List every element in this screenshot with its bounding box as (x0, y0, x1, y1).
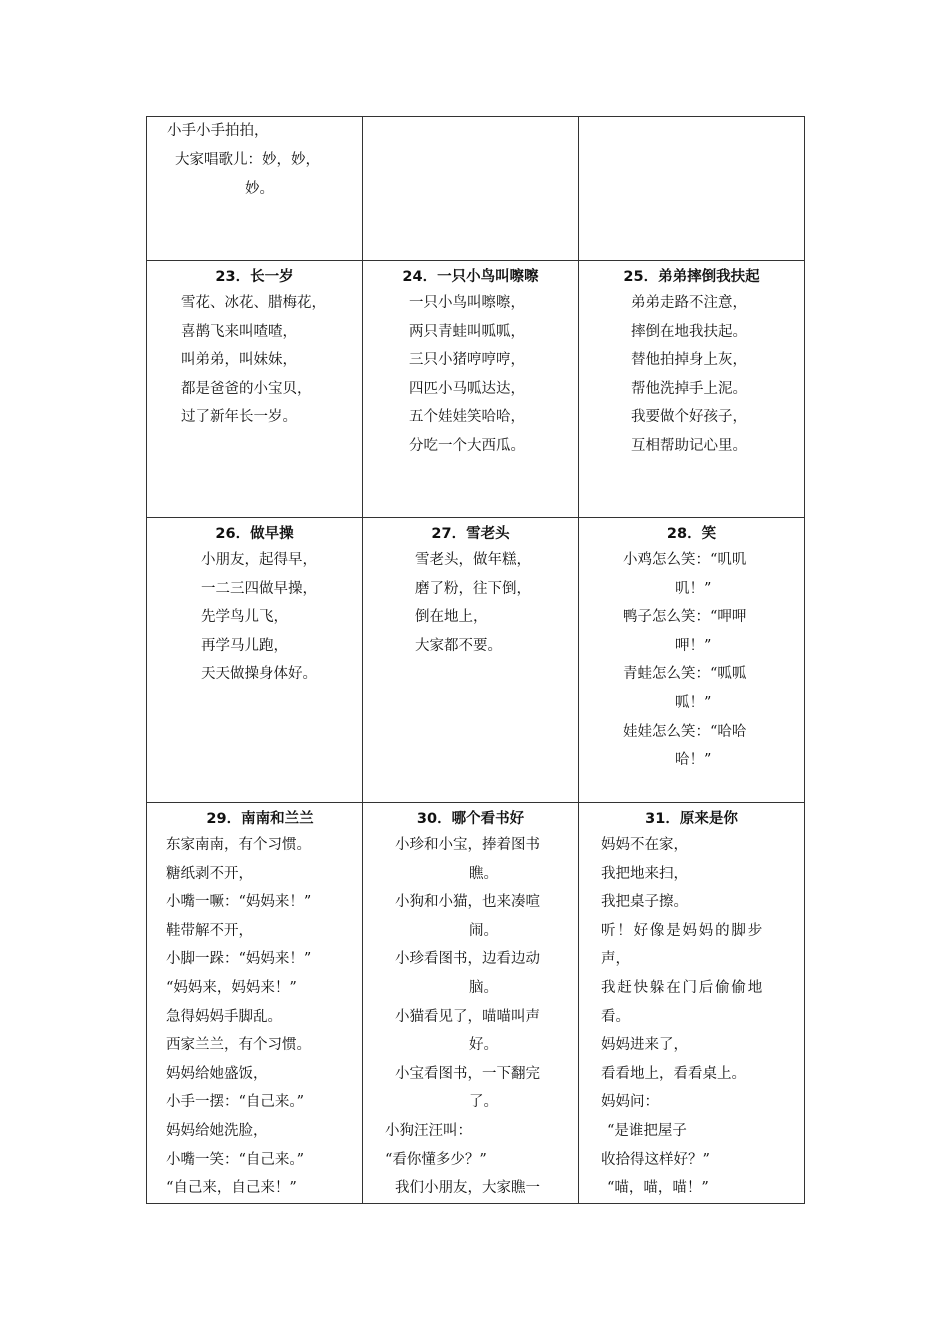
poem-line: 看看地上，看看桌上。 (601, 1065, 746, 1082)
poem-line: 磨了粉，往下倒， (415, 580, 531, 597)
poem-line: 呷！” (675, 637, 712, 654)
table-row (147, 518, 805, 803)
table-row (147, 261, 805, 518)
poem-line: 一二三四做早操， (201, 580, 317, 597)
poem-line: 过了新年长一岁。 (181, 409, 297, 426)
table-cell (147, 803, 363, 1204)
poem-line: 雪花、冰花、腊梅花， (181, 295, 326, 311)
poem-line: 脑。 (469, 979, 498, 996)
poem-line: 大家唱歌儿：妙，妙， (175, 152, 320, 168)
poem-line: 分吃一个大西瓜。 (409, 437, 525, 454)
poem-line: “是谁把屋子 (607, 1122, 687, 1139)
poem-line: 哈！” (675, 752, 712, 769)
poem-line: 三只小猪哼哼哼， (409, 352, 525, 369)
poem-line: 小嘴一噘：“妈妈来！” (166, 894, 312, 911)
poem-line: 替他拍掉身上灰， (631, 352, 747, 369)
table-cell (147, 117, 363, 261)
poem-line: 小珍看图书，边看边动 (395, 951, 540, 968)
poem-line: 小嘴一笑：“自己来。” (166, 1151, 305, 1168)
poem-line: 小鸡怎么笑：“叽叽 (623, 552, 747, 568)
poem-line: “自己来，自己来！” (166, 1180, 297, 1197)
table-row (147, 117, 805, 261)
poem-line: 鞋带解不开， (166, 922, 253, 939)
poem-line: 小狗汪汪叫： (385, 1122, 472, 1139)
poem-line: 摔倒在地我扶起。 (631, 323, 747, 340)
poem-line: 先学鸟儿飞， (201, 609, 288, 626)
poem-line: 帮他洗掉手上泥。 (631, 380, 747, 397)
poem-line: “喵，喵，喵！” (607, 1180, 709, 1197)
poem-line: 我把桌子擦。 (601, 894, 688, 911)
poem-line: 我要做个好孩子， (631, 409, 747, 426)
table-cell-empty (363, 117, 579, 261)
poem-title: 25．弟弟摔倒我扶起 (623, 269, 760, 285)
poem-line: 东家南南，有个习惯。 (166, 837, 311, 853)
poem-title: 26．做早操 (215, 526, 294, 542)
poem-line: 小手一摆：“自己来。” (166, 1094, 305, 1111)
poem-line: 小朋友，起得早， (201, 552, 317, 568)
poem-line: 小宝看图书，一下翻完 (395, 1065, 540, 1082)
poem-line: 天天做操身体好。 (201, 666, 317, 683)
table-cell (579, 803, 805, 1204)
poem-line: 我赶快躲在门后偷偷地 (601, 979, 764, 996)
table-cell-empty (579, 117, 805, 261)
poem-line: 娃娃怎么笑：“哈哈 (623, 723, 747, 740)
poem-line: 都是爸爸的小宝贝， (181, 380, 312, 397)
poem-line: 看。 (601, 1008, 630, 1025)
poem-line: 西家兰兰，有个习惯。 (166, 1037, 311, 1054)
poem-line: 收拾得这样好？” (601, 1151, 710, 1168)
poem-line: 叫弟弟，叫妹妹， (181, 352, 297, 369)
poem-line: 小珍和小宝，捧着图书 (395, 837, 540, 853)
poem-line: “看你懂多少？” (385, 1151, 487, 1168)
poem-line: 我把地来扫， (601, 865, 688, 882)
poem-line: 喜鹊飞来叫喳喳， (181, 323, 297, 340)
poem-line: 妙。 (245, 181, 274, 197)
poem-line: 倒在地上， (415, 609, 488, 626)
poem-line: 五个娃娃笑哈哈， (409, 409, 525, 426)
poem-line: 声， (601, 951, 630, 968)
table-row (147, 803, 805, 1204)
poem-line: 两只青蛙叫呱呱， (409, 323, 525, 340)
poem-line: 雪老头，做年糕， (415, 552, 531, 568)
table-cell (579, 518, 805, 803)
poem-line: 急得妈妈手脚乱。 (166, 1008, 282, 1025)
table-cell (363, 518, 579, 803)
poem-line: 妈妈不在家， (601, 837, 688, 853)
poem-line: 小猫看见了，喵喵叫声 (395, 1008, 540, 1025)
poem-line: 弟弟走路不注意， (631, 295, 747, 311)
poem-title: 29．南南和兰兰 (206, 811, 314, 827)
poem-title: 24．一只小鸟叫嚓嚓 (402, 269, 539, 285)
poem-line: 小脚一跺：“妈妈来！” (166, 951, 312, 968)
poem-line: 呱！” (675, 694, 712, 711)
poem-line: 了。 (469, 1094, 498, 1111)
poem-title: 30．哪个看书好 (416, 811, 525, 827)
poem-line: 妈妈问： (601, 1094, 659, 1111)
poem-line: 一只小鸟叫嚓嚓， (409, 295, 525, 311)
poem-line: 妈妈给她洗脸， (166, 1122, 268, 1139)
poem-line: 互相帮助记心里。 (631, 437, 747, 454)
poem-table (146, 116, 805, 1204)
poem-line: 再学马儿跑， (201, 637, 288, 654)
poem-line: 小手小手拍拍， (167, 123, 269, 139)
poem-line: 青蛙怎么笑：“呱呱 (623, 666, 747, 683)
poem-title: 28．笑 (666, 526, 717, 542)
table-cell (147, 518, 363, 803)
poem-line: 四匹小马呱达达， (409, 380, 525, 397)
poem-line: 小狗和小猫，也来凑喧 (395, 894, 540, 911)
poem-line: 闹。 (469, 922, 498, 939)
poem-line: 瞧。 (469, 865, 498, 882)
poem-line: 听！好像是妈妈的脚步 (601, 922, 764, 939)
poem-line: 我们小朋友，大家瞧一 (395, 1180, 540, 1197)
poem-line: 大家都不要。 (415, 637, 502, 654)
table-cell (579, 261, 805, 518)
poem-line: 好。 (469, 1037, 498, 1054)
table-cell (147, 261, 363, 518)
table-cell (363, 261, 579, 518)
poem-line: 鸭子怎么笑：“呷呷 (623, 609, 747, 626)
poem-line: 叽！” (675, 580, 712, 597)
poem-line: 妈妈进来了， (601, 1037, 688, 1054)
table-cell (363, 803, 579, 1204)
poem-title: 27．雪老头 (431, 526, 510, 542)
poem-title: 23．长一岁 (215, 269, 294, 285)
poem-title: 31．原来是你 (645, 811, 738, 827)
poem-line: 妈妈给她盛饭， (166, 1065, 268, 1082)
poem-line: “妈妈来，妈妈来！” (166, 979, 297, 996)
poem-line: 糖纸剥不开， (166, 865, 253, 882)
